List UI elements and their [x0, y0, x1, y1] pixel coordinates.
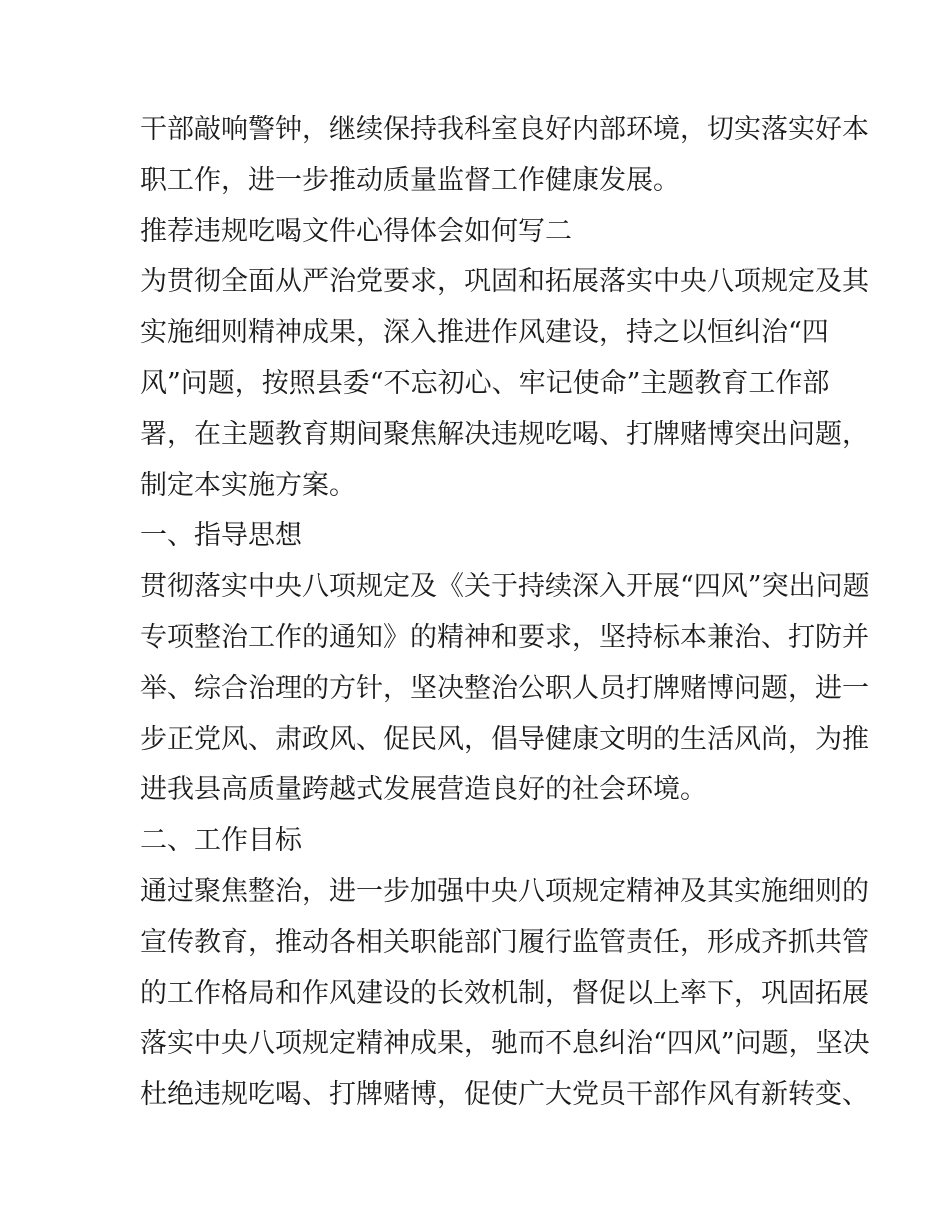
heading-guiding-ideology: 一、指导思想: [140, 520, 302, 552]
paragraph-line: 宣传教育，推动各相关职能部门履行监管责任，形成齐抓共管: [140, 926, 869, 958]
paragraph-line: 风”问题，按照县委“不忘初心、牢记使命”主题教育工作部: [140, 367, 830, 399]
paragraph-line: 职工作，进一步推动质量监督工作健康发展。: [140, 164, 680, 196]
document-body: [140, 105, 870, 1121]
paragraph-line: 举、综合治理的方针，坚决整治公职人员打牌赌博问题，进一: [140, 672, 869, 704]
paragraph-line: 落实中央八项规定精神成果，驰而不息纠治“四风”问题，坚决: [140, 1028, 870, 1060]
paragraph-line: 进我县高质量跨越式发展营造良好的社会环境。: [140, 774, 707, 806]
paragraph-line: 制定本实施方案。: [140, 469, 356, 501]
paragraph-line: 为贯彻全面从严治党要求，巩固和拓展落实中央八项规定及其: [140, 266, 869, 298]
paragraph-line: 署，在主题教育期间聚焦解决违规吃喝、打牌赌博突出问题，: [140, 418, 869, 450]
paragraph-line: 专项整治工作的通知》的精神和要求，坚持标本兼治、打防并: [140, 621, 869, 653]
paragraph-line: 步正党风、肃政风、促民风，倡导健康文明的生活风尚，为推: [140, 723, 869, 755]
paragraph-line: 干部敲响警钟，继续保持我科室良好内部环境，切实落实好本: [140, 114, 869, 145]
paragraph-line: 的工作格局和作风建设的长效机制，督促以上率下，巩固拓展: [140, 977, 869, 1009]
section-title: 推荐违规吃喝文件心得体会如何写二: [140, 215, 572, 247]
heading-work-goals: 二、工作目标: [140, 825, 302, 857]
paragraph-line: 贯彻落实中央八项规定及《关于持续深入开展“四风”突出问题: [140, 571, 870, 603]
paragraph-line: 通过聚焦整治，进一步加强中央八项规定精神及其实施细则的: [140, 875, 869, 907]
paragraph-line: 杜绝违规吃喝、打牌赌博，促使广大党员干部作风有新转变、: [140, 1079, 869, 1111]
paragraph-line: 实施细则精神成果，深入推进作风建设，持之以恒纠治“四: [140, 317, 829, 349]
